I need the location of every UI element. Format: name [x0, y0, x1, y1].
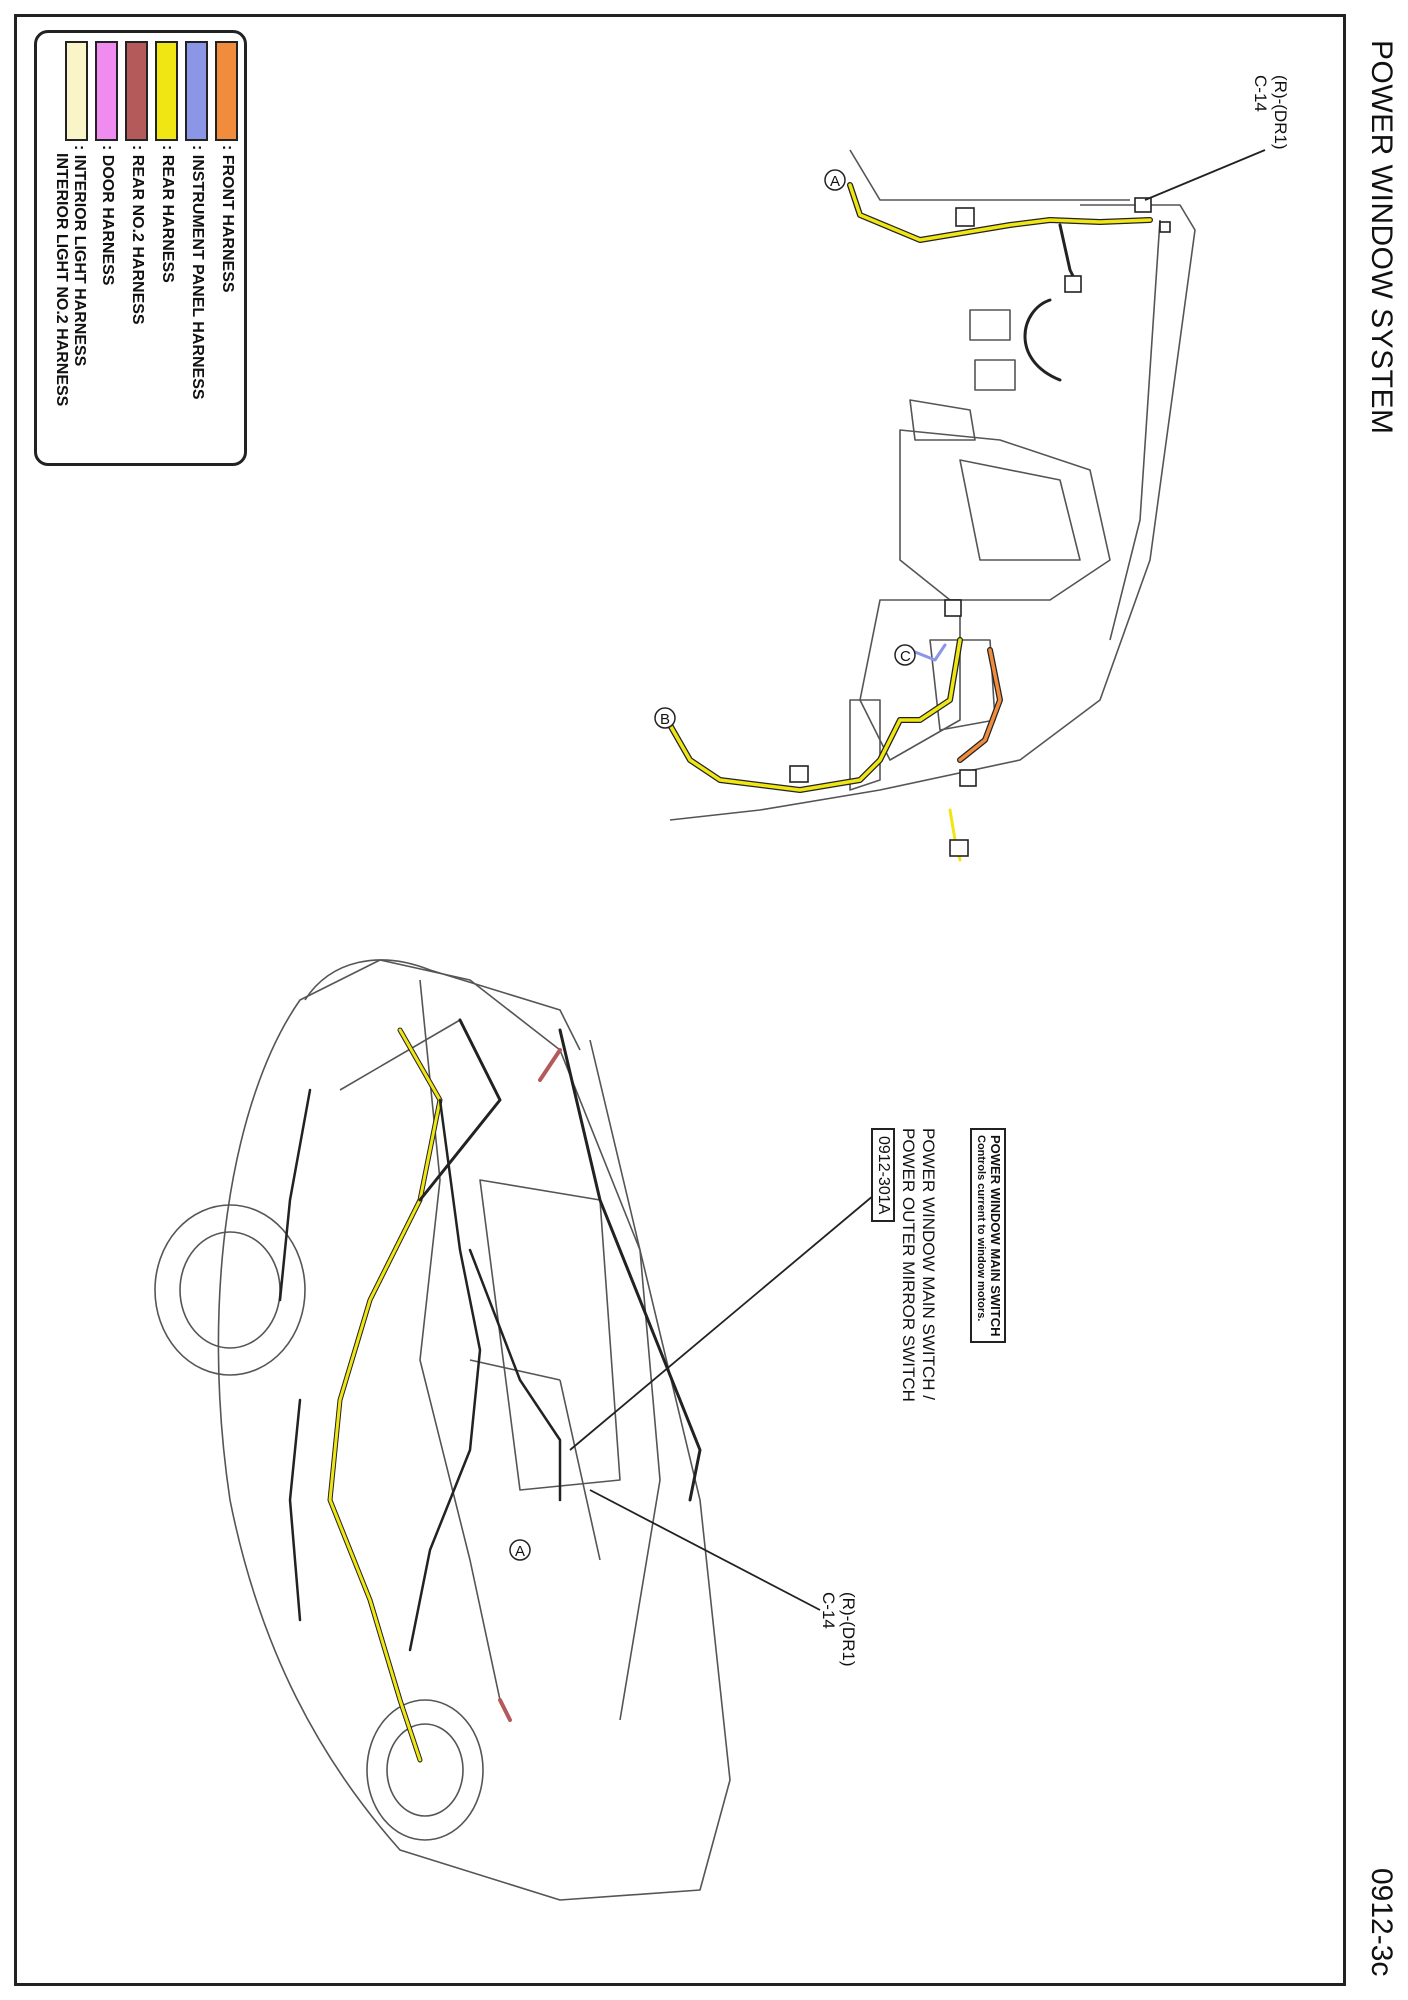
- marker-c: C: [900, 648, 911, 665]
- marker-b: B: [660, 711, 671, 728]
- callout-description-box: [970, 1128, 1006, 1343]
- marker-a-detail: A: [830, 173, 841, 190]
- legend-label-front: : FRONT HARNESS: [219, 145, 236, 293]
- ref-code-box: 0912-301A: [871, 1128, 895, 1222]
- legend-label-instrument-panel: : INSTRUMENT PANEL HARNESS: [189, 145, 206, 400]
- connector-label-detail-line2: C-14: [1251, 75, 1270, 112]
- connector-label-detail-line1: (R)-(DR1): [1271, 75, 1290, 150]
- callout-description: Controls current to window motors.: [975, 1135, 987, 1322]
- callout-heading: POWER WINDOW MAIN SWITCH: [988, 1135, 1003, 1337]
- legend-label-interior-light: : INTERIOR LIGHT HARNESS: [71, 145, 88, 367]
- connector-label-vehicle-line2: C-14: [819, 1592, 838, 1629]
- marker-a-vehicle: A: [515, 1543, 526, 1560]
- connector-label-vehicle-line1: (R)-(DR1): [839, 1592, 858, 1667]
- legend-label-interior-light-no2: INTERIOR LIGHT NO.2 HARNESS: [53, 153, 70, 407]
- page-number: 0912-3c: [1365, 1868, 1398, 1977]
- legend-label-rear: : REAR HARNESS: [159, 145, 176, 283]
- component-name-line1: POWER WINDOW MAIN SWITCH /: [919, 1128, 938, 1400]
- legend-label-rear-no2: : REAR NO.2 HARNESS: [129, 145, 146, 325]
- component-name-line2: POWER OUTER MIRROR SWITCH: [899, 1128, 918, 1402]
- page-title: POWER WINDOW SYSTEM: [1365, 40, 1398, 435]
- legend-label-door: : DOOR HARNESS: [99, 145, 116, 286]
